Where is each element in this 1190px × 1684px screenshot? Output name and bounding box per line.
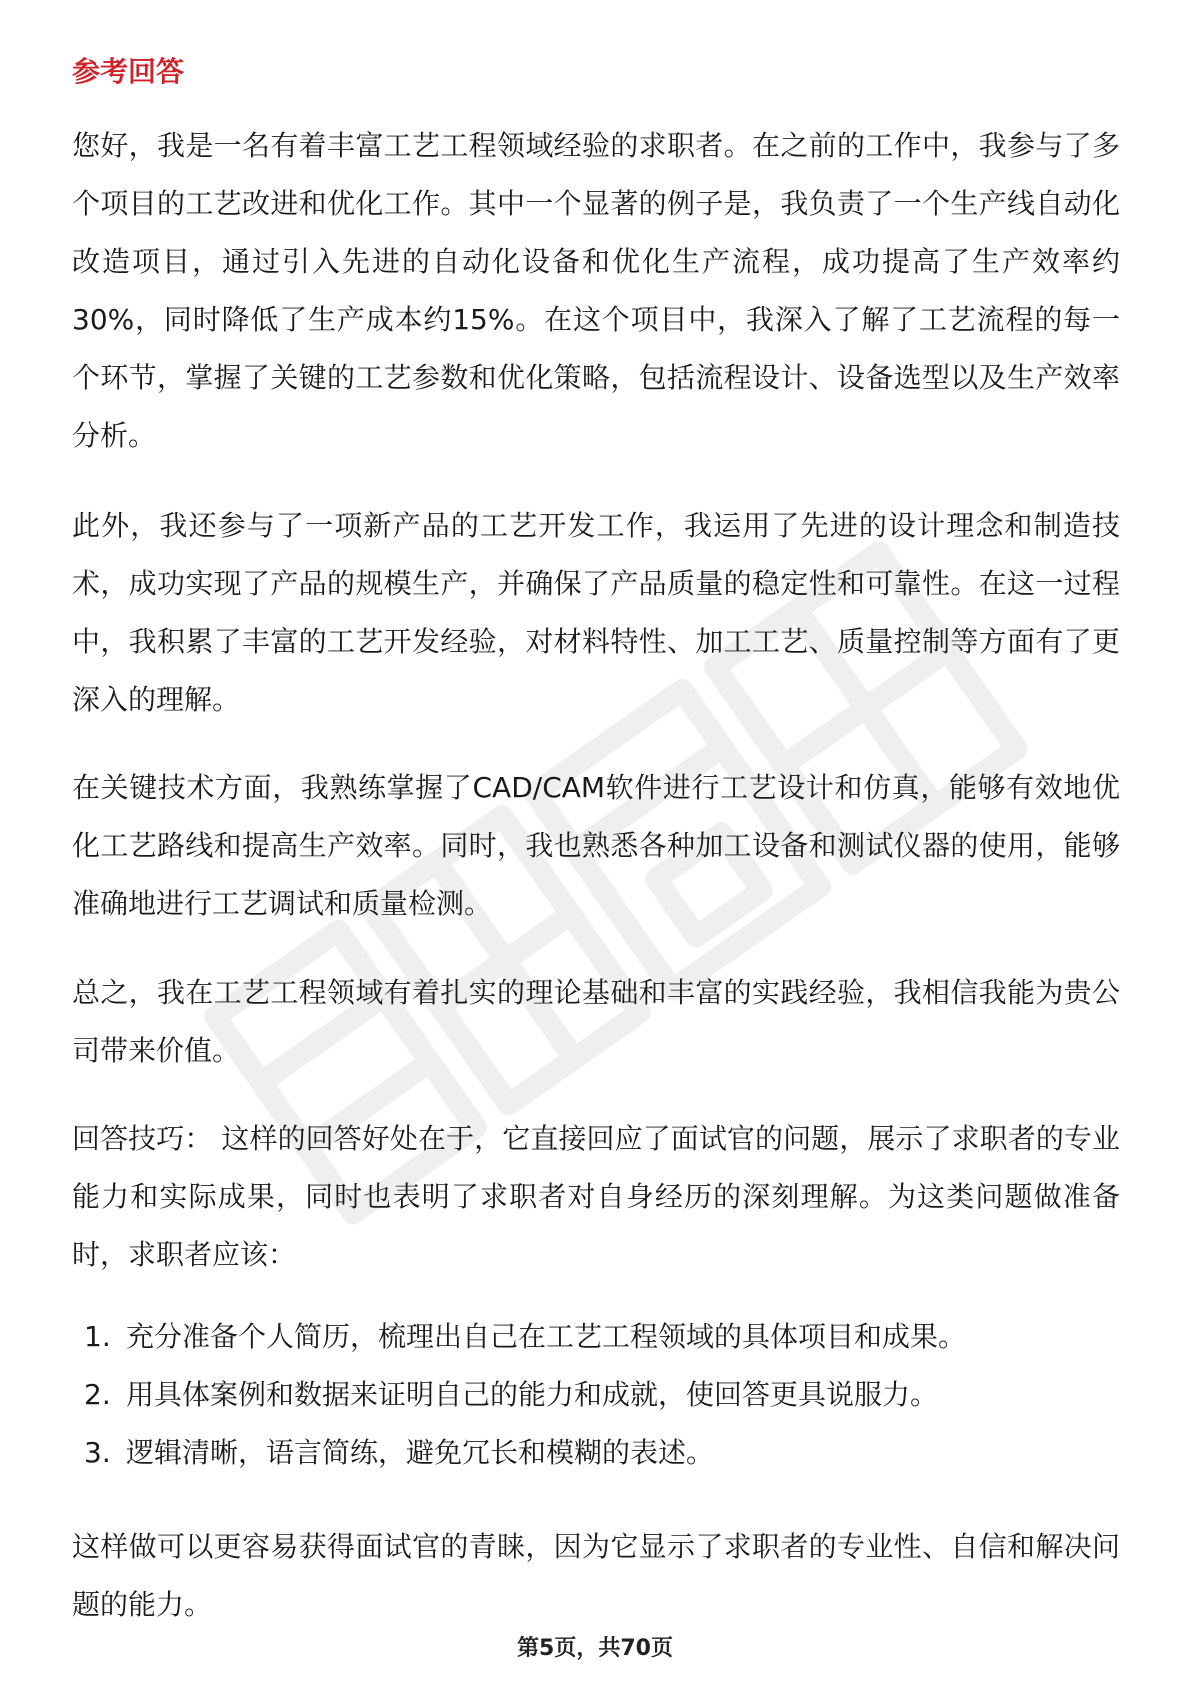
list-item-text: 充分准备个人简历，梳理出自己在工艺工程领域的具体项目和成果。 (126, 1320, 967, 1353)
page-number-footer: 第5页，共70页 (517, 1636, 673, 1661)
list-item-number: 1. (84, 1320, 111, 1353)
paragraph-product-development: 此外，我还参与了一项新产品的工艺开发工作，我运用了先进的设计理念和制造技术，成功实现了产品的规模生产，并确保了产品质量的稳定性和可靠性。在这一过程中，我积累了丰富的工艺开发经验，对材料特性、加工工艺、质量控制等方面有了更深入的理解。 (72, 509, 1120, 716)
paragraph-answer-tips: 回答技巧： 这样的回答好处在于，它直接回应了面试官的问题，展示了求职者的专业能力和实际成果，同时也表明了求职者对自身经历的深刻理解。为这类问题做准备时，求职者应该： (72, 1122, 1120, 1271)
page-heading: 参考回答 (72, 55, 185, 88)
list-item (84, 1366, 1114, 1424)
list-item-number: 3. (84, 1436, 111, 1469)
list-item (84, 1424, 1114, 1482)
paragraph-conclusion: 这样做可以更容易获得面试官的青睐，因为它显示了求职者的专业性、自信和解决问题的能力。 (72, 1530, 1120, 1621)
list-item (84, 1308, 1114, 1366)
preparation-steps-list (84, 1308, 1114, 1482)
list-item-text: 逻辑清晰，语言简练，避免冗长和模糊的表述。 (126, 1436, 715, 1469)
list-item-text: 用具体案例和数据来证明自己的能力和成就，使回答更具说服力。 (126, 1378, 939, 1411)
paragraph-intro: 您好，我是一名有着丰富工艺工程领域经验的求职者。在之前的工作中，我参与了多个项目的工艺改进和优化工作。其中一个显著的例子是，我负责了一个生产线自动化改造项目，通过引入先进的自动化设备和优化生产流程，成功提高了生产效率约30%，同时降低了生产成本约15%。在这个项目中，我深入了解了工艺流程的每一个环节，掌握了关键的工艺参数和优化策略，包括流程设计、设备选型以及生产效率分析。 (72, 129, 1120, 452)
paragraph-key-technology: 在关键技术方面，我熟练掌握了CAD/CAM软件进行工艺设计和仿真，能够有效地优化工艺路线和提高生产效率。同时，我也熟悉各种加工设备和测试仪器的使用，能够准确地进行工艺调试和质量检测。 (72, 771, 1120, 920)
list-item-number: 2. (84, 1378, 111, 1411)
paragraph-summary: 总之，我在工艺工程领域有着扎实的理论基础和丰富的实践经验，我相信我能为贵公司带来价值。 (72, 976, 1120, 1067)
